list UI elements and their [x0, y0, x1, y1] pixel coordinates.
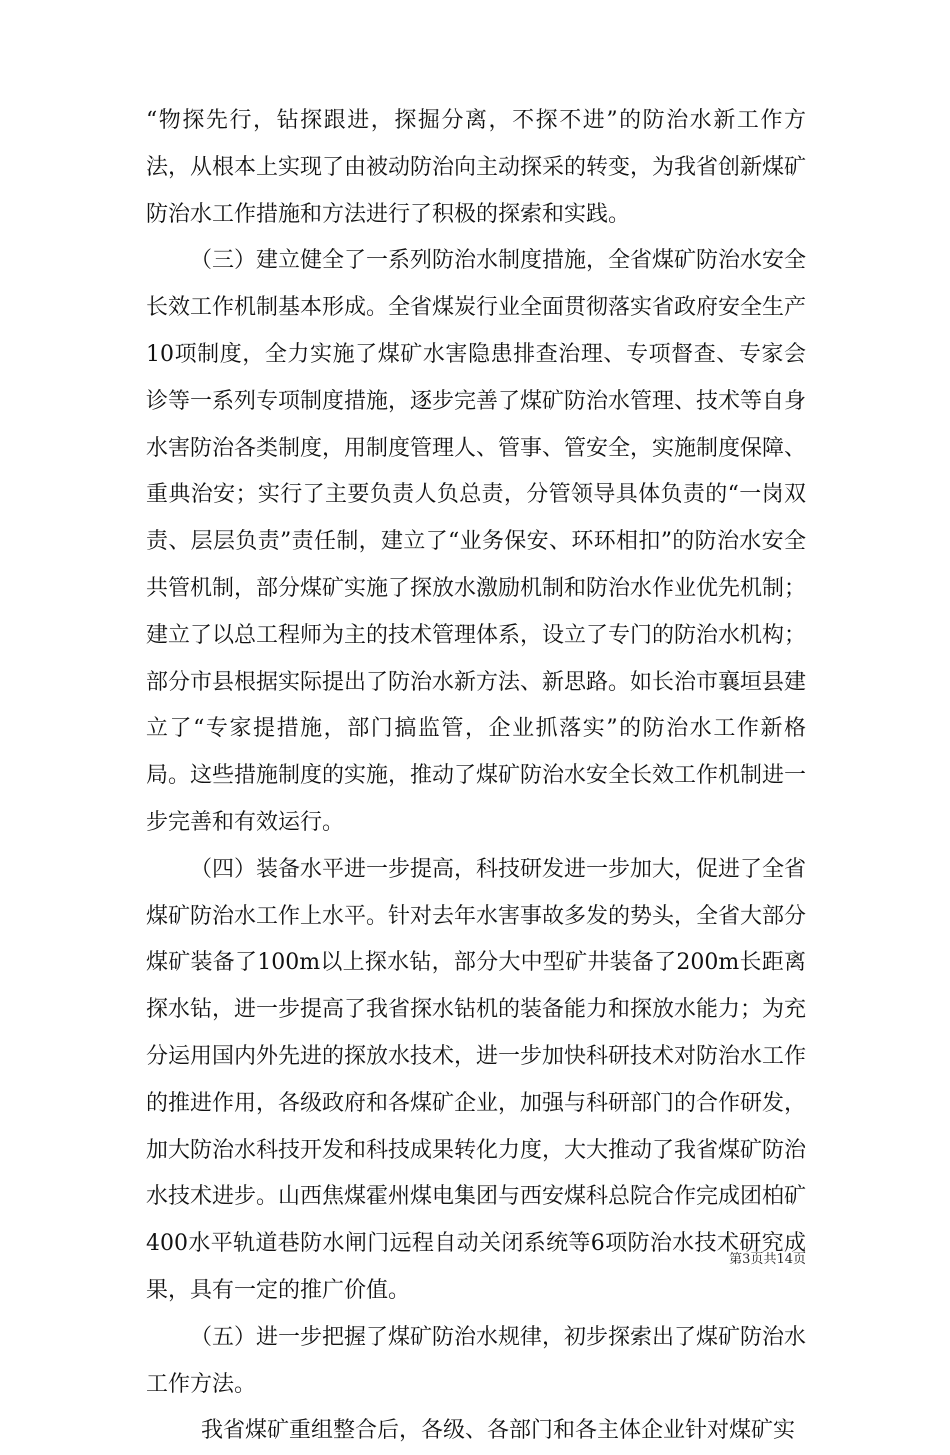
paragraph-1: “物探先行，钻探跟进，探掘分离，不探不进”的防治水新工作方法，从根本上实现了由被动防治向主动探采的转变，为我省创新煤矿防治水工作措施和方法进行了积极的探索和实践。	[146, 108, 807, 227]
paragraph-2: （三）建立健全了一系列防治水制度措施，全省煤矿防治水安全长效工作机制基本形成。全省煤炭行业全面贯彻落实省政府安全生产10项制度，全力实施了煤矿水害隐患排查治理、专项督查、专家会诊等一系列专项制度措施，逐步完善了煤矿防治水管理、技术等自身水害防治各类制度，用制度管理人、管事、管安全，实施制度保障、重典治安；实行了主要负责人负总责，分管领导具体负责的“一岗双责、层层负责”责任制，建立了“业务保安、环环相扣”的防治水安全共管机制，部分煤矿实施了探放水激励机制和防治水作业优先机制；建立了以总工程师为主的技术管理体系，设立了专门的防治水机构；部分市县根据实际提出了防治水新方法、新思路。如长治市襄垣县建立了“专家提措施，部门搞监管，企业抓落实”的防治水工作新格局。这些措施制度的实施，推动了煤矿防治水安全长效工作机制进一步完善和有效运行。	[146, 248, 807, 835]
paragraph-4: （五）进一步把握了煤矿防治水规律，初步探索出了煤矿防治水工作方法。	[146, 1324, 807, 1397]
paragraph-5: 我省煤矿重组整合后，各级、各部门和各主体企业针对煤矿实	[201, 1418, 796, 1444]
paragraph-3: （四）装备水平进一步提高，科技研发进一步加大，促进了全省煤矿防治水工作上水平。针对去年水害事故多发的势头，全省大部分煤矿装备了100m以上探水钻，部分大中型矿井装备了200m长距离探水钻，进一步提高了我省探水钻机的装备能力和探放水能力；为充分运用国内外先进的探放水技术，进一步加快科研技术对防治水工作的推进作用，各级政府和各煤矿企业，加强与科研部门的合作研发，加大防治水科技开发和科技成果转化力度，大大推动了我省煤矿防治水技术进步。山西焦煤霍州煤电集团与西安煤科总院合作完成团柏矿400水平轨道巷防水闸门远程自动关闭系统等6项防治水技术研究成果，具有一定的推广价值。	[146, 856, 807, 1303]
page-number-footer: 第3页共14页	[729, 1252, 806, 1267]
